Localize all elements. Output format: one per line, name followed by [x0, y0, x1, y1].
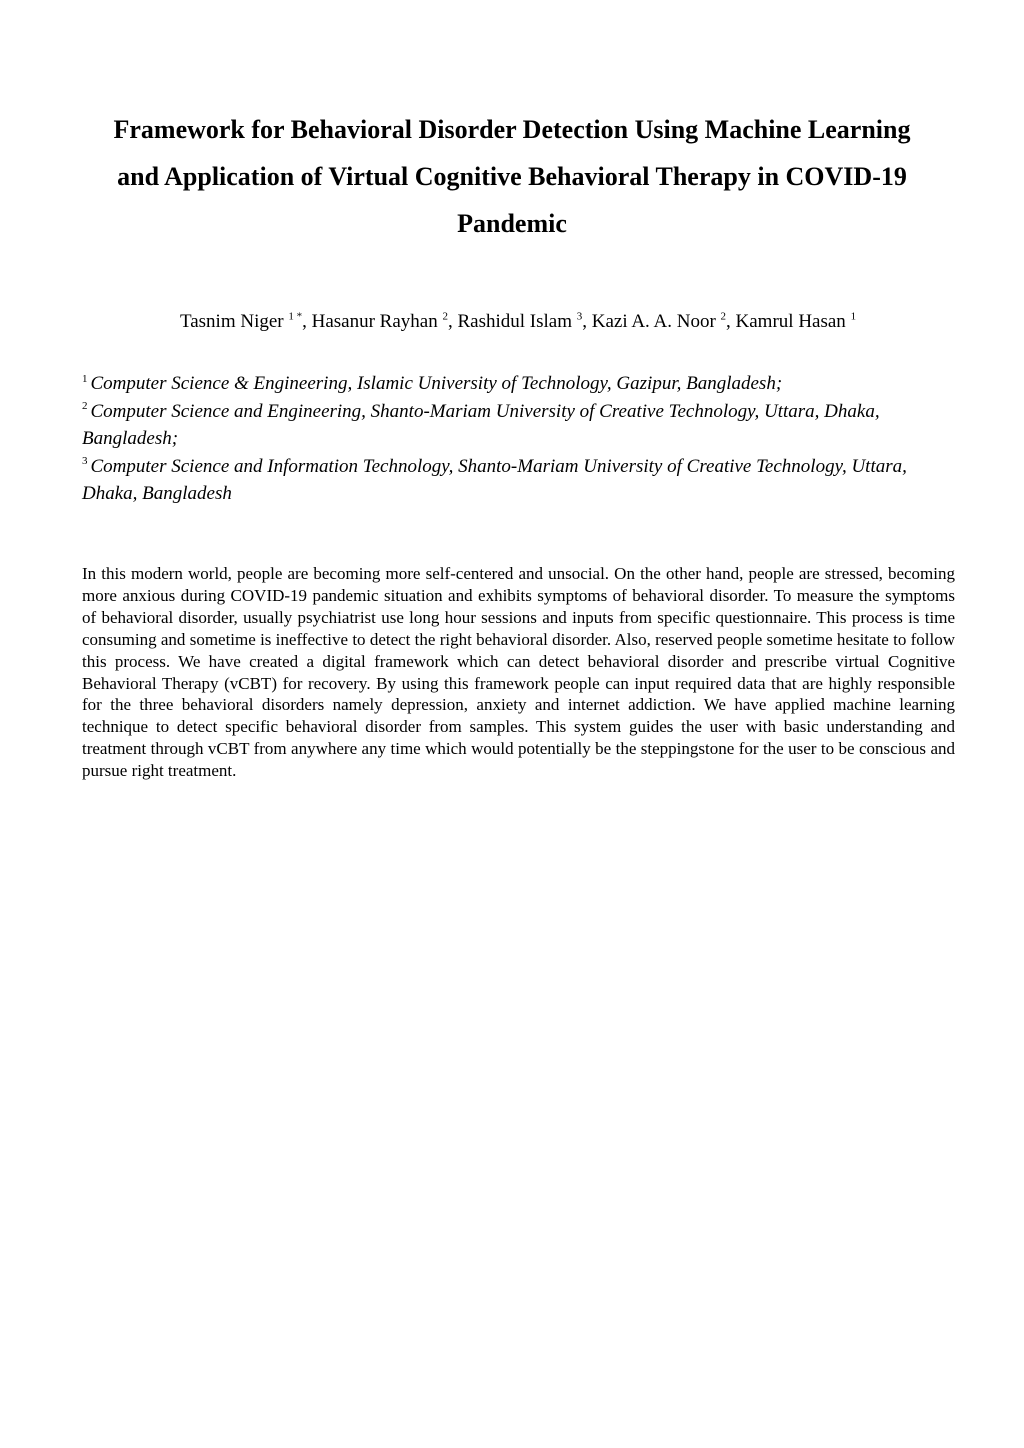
abstract-paragraph: In this modern world, people are becoming more self-centered and unsocial. On the other hand, people are stressed, becoming more anxious during COVID-19 pandemic situation and exhibits symptoms of behavioral disorder. To measure the symptoms of behavioral disorder, usually psychiatrist use long hour sessions and inputs from specific questionnaire. This process is time consuming and sometime is ineffective to detect the right behavioral disorder. Also, reserved people sometime hesitate to follow this process. We have created a digital framework which can detect behavioral disorder and prescribe virtual Cognitive Behavioral Therapy (vCBT) for recovery. By using this framework people can input required data that are highly responsible for the three behavioral disorders namely depression, anxiety and internet addiction. We have applied machine learning technique to detect specific behavioral disorder from samples. This system guides the user with basic understanding and treatment through vCBT from anywhere any time which would potentially be the steppingstone for the user to be conscious and pursue right treatment.	[82, 564, 955, 781]
author-separator: ,	[302, 311, 312, 332]
author-list	[82, 308, 954, 336]
affiliation-item	[82, 370, 956, 398]
affiliation-text: Computer Science and Information Technology, Shanto-Mariam University of Creative Technology, Uttara, Dhaka, Bangladesh	[82, 455, 907, 504]
title-line-1: Framework for Behavioral Disorder Detection Using Machine Learning	[113, 115, 911, 144]
author-name: Kazi A. A. Noor	[591, 311, 716, 332]
affiliation-item	[82, 398, 956, 453]
author-separator: ,	[582, 311, 592, 332]
author-affiliation-mark: 2	[720, 310, 727, 323]
paper-title	[70, 106, 954, 247]
affiliation-item	[82, 453, 956, 508]
affiliation-list	[82, 370, 956, 508]
affiliation-number: 3	[82, 455, 88, 468]
author-separator: ,	[447, 311, 458, 332]
author-name: Tasnim Niger	[179, 311, 284, 332]
author-affiliation-mark: 3	[576, 310, 583, 323]
affiliation-number: 2	[82, 400, 88, 413]
affiliation-text: Computer Science & Engineering, Islamic University of Technology, Gazipur, Bangladesh;	[90, 373, 783, 394]
affiliation-number: 1	[82, 372, 88, 385]
author-affiliation-mark: 1 *	[288, 310, 303, 323]
author-affiliation-mark: 1	[850, 310, 857, 323]
affiliation-text: Computer Science and Engineering, Shanto-Mariam University of Creative Technology, Uttara, Dhaka, Bangladesh;	[82, 400, 880, 449]
author-name: Kamrul Hasan	[735, 311, 846, 332]
author-name: Hasanur Rayhan	[311, 311, 438, 332]
title-line-2: and Application of Virtual Cognitive Behavioral Therapy in COVID-19	[117, 162, 907, 191]
author-name: Rashidul Islam	[457, 311, 573, 332]
title-line-3: Pandemic	[457, 209, 567, 238]
author-affiliation-mark: 2	[442, 310, 448, 323]
author-separator: ,	[726, 311, 736, 332]
